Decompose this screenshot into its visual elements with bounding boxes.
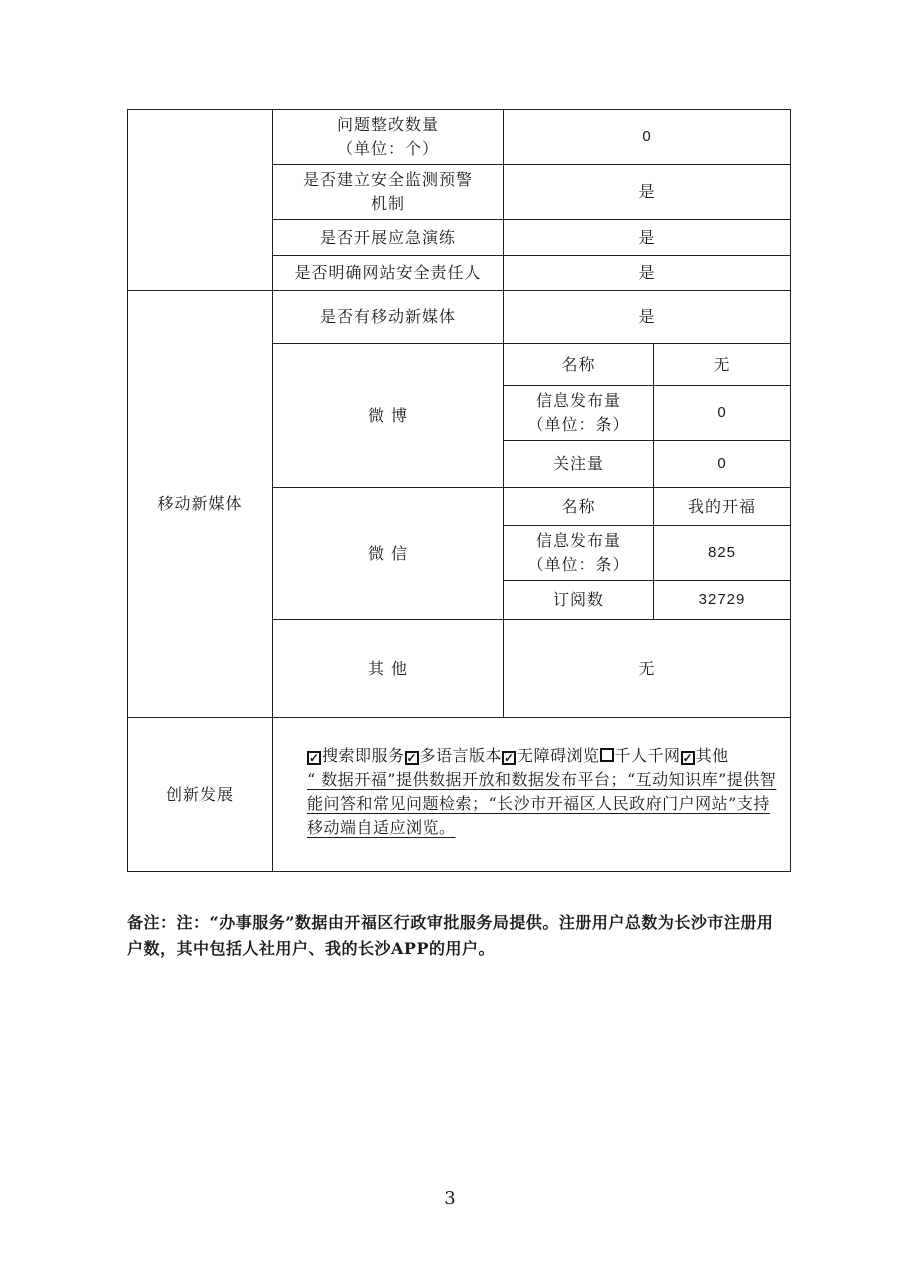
- option-personalized: 千人千网: [600, 746, 681, 765]
- wechat-subs-label: 订阅数: [504, 581, 654, 620]
- other-media-label: 其 他: [273, 620, 504, 718]
- option-accessibility: ✓ 无障碍浏览: [504, 746, 600, 765]
- wechat-name-label: 名称: [504, 488, 654, 526]
- wechat-subs-value: 32729: [654, 581, 791, 620]
- weibo-followers-value: 0: [654, 441, 791, 488]
- monitoring-value: 是: [504, 165, 791, 220]
- footnote: 备注：注：“办事服务”数据由开福区行政审批服务局提供。注册用户总数为长沙市注册用户数，其中包括人社用户、我的长沙APP的用户。: [127, 913, 774, 958]
- wechat-posts-value: 825: [654, 526, 791, 581]
- drill-label: 是否开展应急演练: [273, 220, 504, 256]
- page-number: 3: [444, 1188, 456, 1209]
- issues-fixed-label: 问题整改数量 （单位：个）: [273, 110, 504, 165]
- weibo-posts-value: 0: [654, 386, 791, 441]
- drill-value: 是: [504, 220, 791, 256]
- monitoring-label: 是否建立安全监测预警 机制: [273, 165, 504, 220]
- report-table: [127, 109, 791, 872]
- security-section-cell: [128, 110, 273, 291]
- option-other: ✓ 其他: [682, 746, 729, 765]
- checkbox-checked-icon: ✓: [406, 751, 418, 765]
- other-media-value: 无: [504, 620, 791, 718]
- responsible-value: 是: [504, 256, 791, 291]
- checkbox-checked-icon: ✓: [309, 751, 320, 765]
- checkbox-checked-icon: ✓: [504, 751, 515, 765]
- weibo-name-value: 无: [654, 344, 791, 386]
- weibo-name-label: 名称: [504, 344, 654, 386]
- weibo-posts-label: 信息发布量 （单位：条）: [504, 386, 654, 441]
- responsible-label: 是否明确网站安全责任人: [273, 256, 504, 291]
- wechat-label: 微 信: [273, 488, 504, 620]
- wechat-name-value: 我的开福: [654, 488, 791, 526]
- innovation-options: [307, 744, 782, 768]
- has-media-label: 是否有移动新媒体: [273, 291, 504, 344]
- option-search-service: ✓ 搜索即服务: [309, 746, 405, 765]
- mobile-section-label: 移动新媒体: [128, 291, 273, 718]
- checkbox-checked-icon: ✓: [682, 751, 694, 765]
- checkbox-unchecked-icon: [600, 748, 614, 762]
- issues-fixed-value: 0: [504, 110, 791, 165]
- innovation-description: “ 数据开福”提供数据开放和数据发布平台；“互动知识库”提供智能问答和常见问题检索；“长沙市开福区人民政府门户网站”支持移动端自适应浏览。: [307, 770, 777, 837]
- wechat-posts-label: 信息发布量 （单位：条）: [504, 526, 654, 581]
- weibo-label: 微 博: [273, 344, 504, 488]
- weibo-followers-label: 关注量: [504, 441, 654, 488]
- innovation-content: [273, 718, 791, 872]
- option-multilingual: ✓ 多语言版本: [406, 746, 503, 765]
- has-media-value: 是: [504, 291, 791, 344]
- innovation-section-label: 创新发展: [128, 718, 273, 872]
